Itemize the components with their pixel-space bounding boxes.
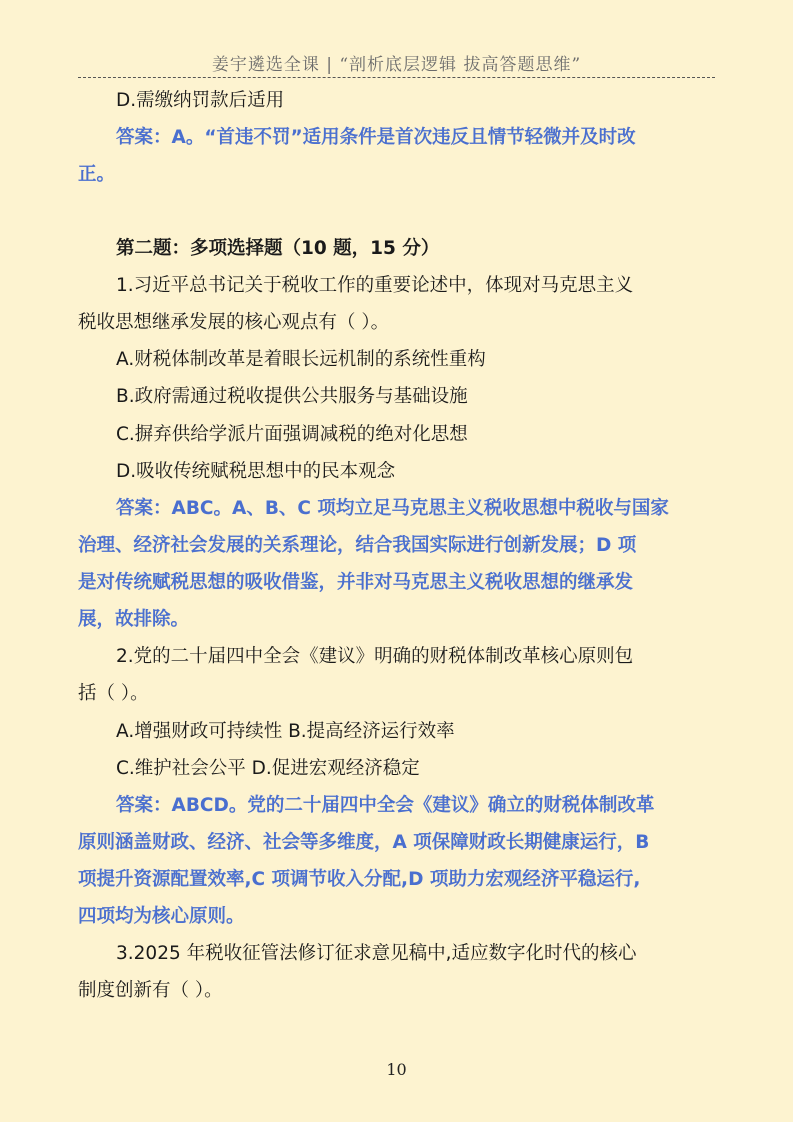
- option-line: C.摒弃供给学派片面强调减税的绝对化思想: [116, 424, 468, 445]
- answer-line: 答案：ABCD。党的二十届四中全会《建议》确立的财税体制改革: [116, 795, 655, 816]
- option-line: A.财税体制改革是着眼长远机制的系统性重构: [116, 349, 486, 370]
- answer-line: 项提升资源配置效率,C 项调节收入分配,D 项助力宏观经济平稳运行,: [78, 869, 641, 890]
- answer-line: 四项均为核心原则。: [78, 906, 245, 927]
- option-line: B.政府需通过税收提供公共服务与基础设施: [116, 386, 468, 407]
- header-divider: [78, 77, 715, 78]
- section-heading: 第二题：多项选择题（10 题，15 分）: [116, 238, 440, 259]
- answer-line: 治理、经济社会发展的关系理论，结合我国实际进行创新发展；D 项: [78, 535, 637, 556]
- answer-line: 答案：ABC。A、B、C 项均立足马克思主义税收思想中税收与国家: [116, 498, 669, 519]
- answer-line: 是对传统赋税思想的吸收借鉴，并非对马克思主义税收思想的继承发: [78, 572, 634, 593]
- running-header: 姜宇遴选全课 | “剖析底层逻辑 拔高答题思维”: [211, 55, 582, 75]
- page-number: 10: [386, 1060, 407, 1079]
- question-line: 制度创新有（ ）。: [78, 980, 223, 1001]
- question-line: 3.2025 年税收征管法修订征求意见稿中,适应数字化时代的核心: [116, 943, 637, 964]
- option-line: D.需缴纳罚款后适用: [116, 90, 285, 111]
- question-line: 括（ ）。: [78, 683, 149, 704]
- option-line: A.增强财政可持续性 B.提高经济运行效率: [116, 721, 455, 742]
- answer-line: 答案：A。“首违不罚”适用条件是首次违反且情节轻微并及时改: [116, 127, 636, 148]
- option-line: C.维护社会公平 D.促进宏观经济稳定: [116, 758, 420, 779]
- question-line: 税收思想继承发展的核心观点有（ ）。: [78, 312, 390, 333]
- answer-line: 正。: [78, 164, 116, 185]
- option-line: D.吸收传统赋税思想中的民本观念: [116, 461, 396, 482]
- question-line: 2.党的二十届四中全会《建议》明确的财税体制改革核心原则包: [116, 646, 634, 667]
- question-line: 1.习近平总书记关于税收工作的重要论述中，体现对马克思主义: [116, 275, 634, 296]
- answer-line: 原则涵盖财政、经济、社会等多维度，A 项保障财政长期健康运行，B: [78, 832, 650, 853]
- answer-line: 展，故排除。: [78, 609, 190, 630]
